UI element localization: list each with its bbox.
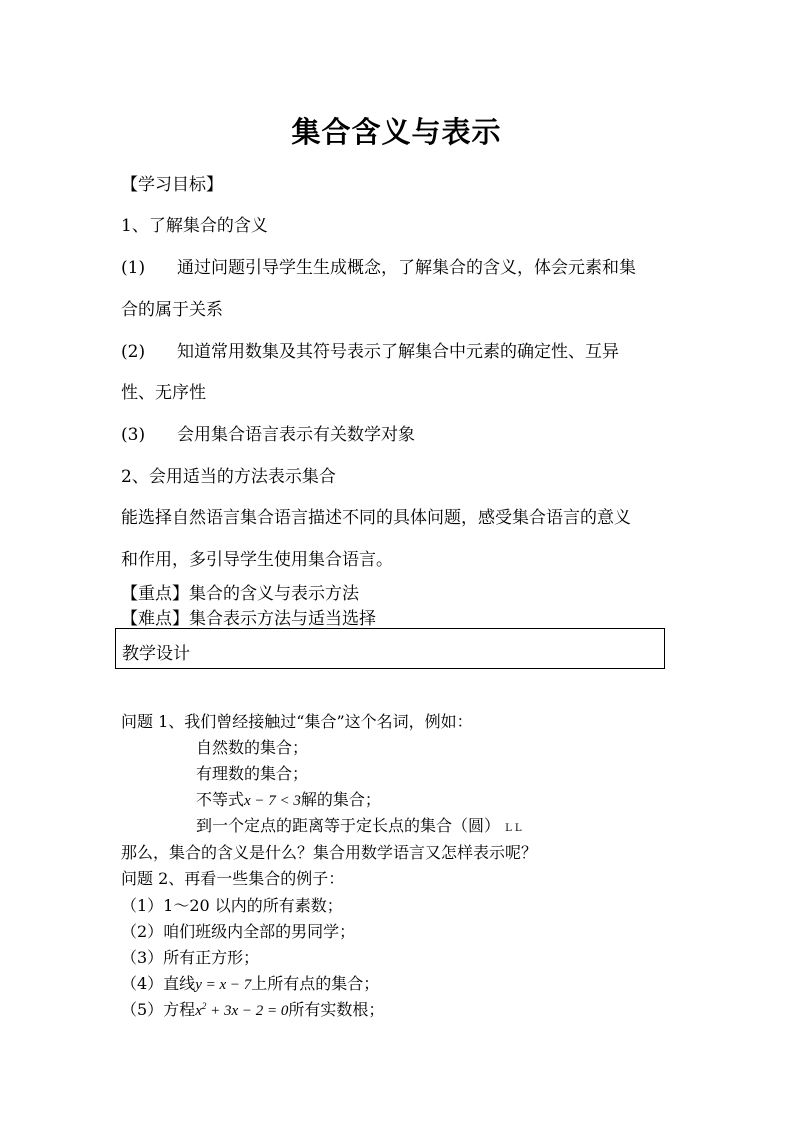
- line-equation: y = x − 7: [195, 977, 252, 993]
- inequality-formula: x − 7 < 3: [244, 793, 301, 809]
- difficulty: 【难点】集合表示方法与适当选择: [121, 609, 376, 629]
- example-natural-numbers: 自然数的集合；: [196, 738, 309, 757]
- objectives-header: 【学习目标】: [121, 175, 223, 195]
- q2-item-1: （1）1～20 以内的所有素数；: [121, 896, 343, 915]
- q2-item-4: [121, 971, 379, 994]
- objective-item-2: [121, 337, 619, 362]
- text: 解的集合；: [300, 790, 381, 809]
- item-number: (3): [121, 425, 146, 445]
- text: 不等式: [196, 790, 245, 809]
- question-meaning: 那么，集合的含义是什么？集合用数学语言又怎样表示呢？: [121, 843, 538, 862]
- teaching-design-box: [115, 628, 665, 669]
- goal-2-heading: 2、会用适当的方法表示集合: [121, 467, 336, 487]
- text: 所有实数根；: [288, 1000, 385, 1019]
- item-text: 通过问题引导学生生成概念，了解集合的含义，体会元素和集: [177, 258, 636, 278]
- quadratic-equation: $x^2 + 3x - 2 = 0$: [195, 1001, 289, 1019]
- goal-2-paragraph-line-1: 能选择自然语言集合语言描述不同的具体问题，感受集合语言的意义: [121, 508, 631, 528]
- item-text: 知道常用数集及其符号表示了解集合中元素的确定性、互异: [177, 342, 619, 362]
- example-circle: [196, 813, 522, 836]
- example-inequality: [196, 787, 381, 810]
- text: 到一个定点的距离等于定长点的集合（圆）: [196, 816, 501, 835]
- page-title: 集合含义与表示: [291, 115, 502, 149]
- objective-item-3: [121, 420, 415, 445]
- item-number: (2): [121, 342, 146, 362]
- q2-item-2: （2）咱们班级内全部的男同学；: [121, 922, 356, 941]
- q2-item-3: （3）所有正方形；: [121, 948, 260, 967]
- question-2: 问题 2、再看一些集合的例子：: [121, 869, 345, 888]
- text: （4）直线: [121, 974, 196, 993]
- item-number: (1): [121, 258, 146, 278]
- objective-item-1-continued: 合的属于关系: [121, 300, 223, 320]
- example-rational-numbers: 有理数的集合；: [196, 764, 309, 783]
- question-1: 问题 1、我们曾经接触过“集合”这个名词，例如：: [121, 712, 473, 731]
- item-text: 会用集合语言表示有关数学对象: [177, 425, 415, 445]
- key-point: 【重点】集合的含义与表示方法: [121, 584, 359, 604]
- teaching-design-label: 教学设计: [122, 644, 190, 664]
- goal-2-paragraph-line-2: 和作用，多引导学生使用集合语言。: [121, 550, 393, 570]
- objective-item-1: [121, 253, 636, 278]
- objective-item-2-continued: 性、无序性: [121, 383, 206, 403]
- ellipsis-marks: L L: [505, 823, 522, 834]
- equation-rest: + 3x − 2 = 0: [210, 1003, 289, 1019]
- text: 上所有点的集合；: [251, 974, 380, 993]
- text: （5）方程: [121, 1000, 196, 1019]
- q2-item-5: [121, 997, 384, 1020]
- goal-1-heading: 1、了解集合的含义: [121, 216, 268, 236]
